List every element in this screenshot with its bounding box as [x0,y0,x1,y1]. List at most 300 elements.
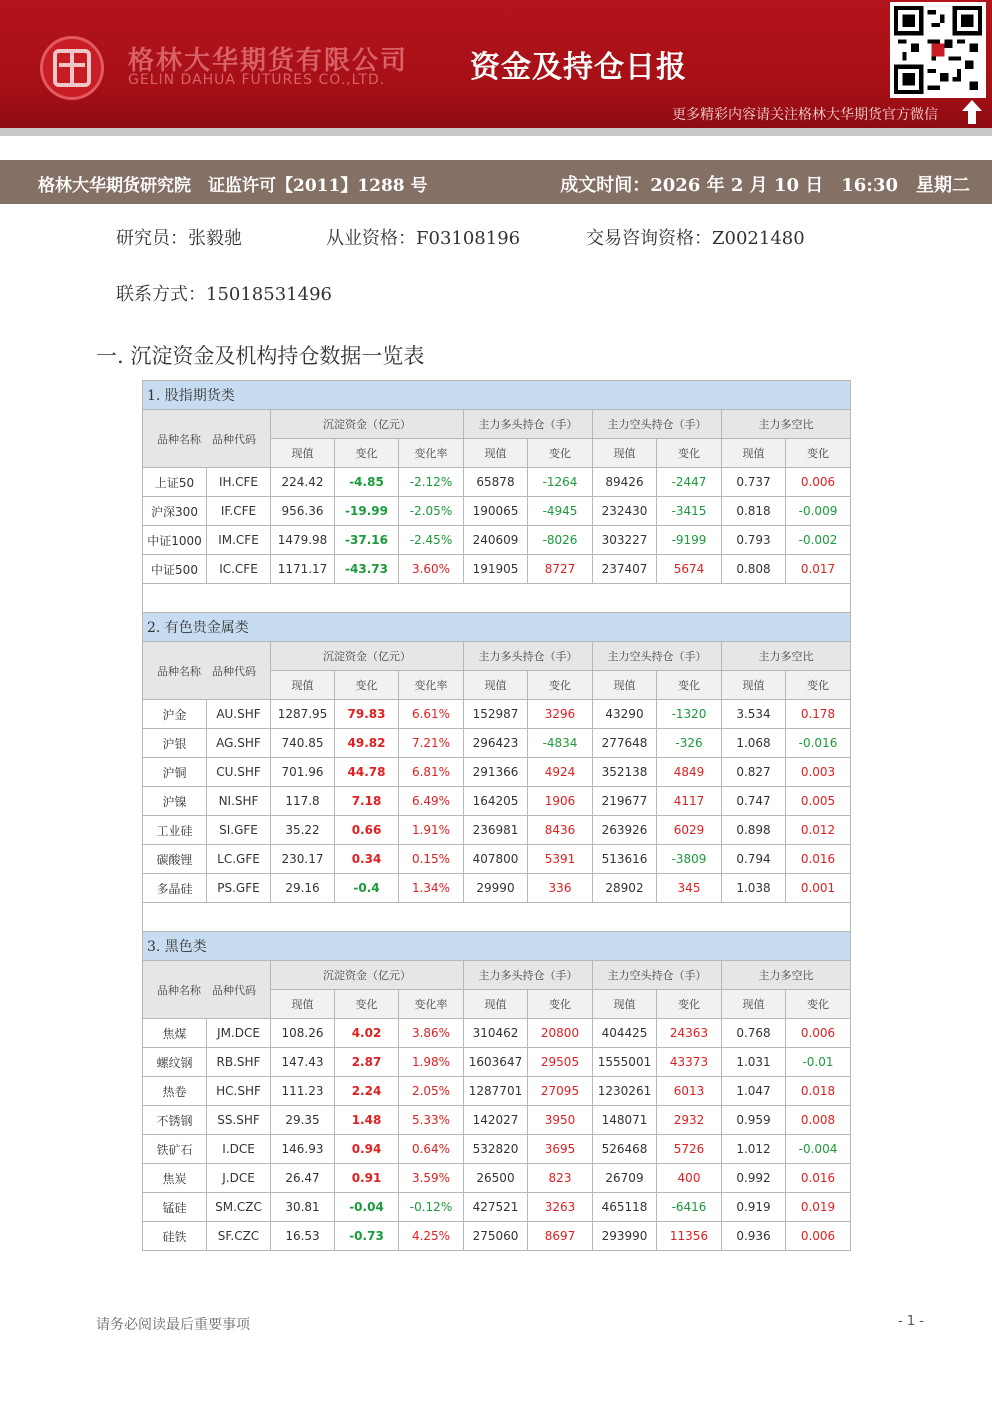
ratio-change: 0.008 [786,1106,851,1135]
code: I.DCE [207,1135,271,1164]
fund-value: 146.93 [271,1135,335,1164]
name: 沪镍 [143,787,207,816]
code: SS.SHF [207,1106,271,1135]
subheader-cur: 现值 [271,990,335,1019]
code: IM.CFE [207,526,271,555]
short-change: -326 [657,729,722,758]
fund-value: 230.17 [271,845,335,874]
subheader-cur: 现值 [271,439,335,468]
table-row [143,1048,851,1077]
category-title: 3. 黑色类 [143,932,851,961]
ratio-value: 0.818 [722,497,786,526]
ratio-value: 0.737 [722,468,786,497]
ratio-value: 0.747 [722,787,786,816]
long-change: -8026 [528,526,593,555]
table-row [143,1164,851,1193]
name: 热卷 [143,1077,207,1106]
long-value: 164205 [464,787,528,816]
short-change: 6013 [657,1077,722,1106]
subheader-chg: 变化 [786,671,851,700]
subheader-chg-rate: 变化率 [399,439,464,468]
fund-value: 111.23 [271,1077,335,1106]
category-spacer-row [143,903,851,932]
short-change: 6029 [657,816,722,845]
long-value: 1287701 [464,1077,528,1106]
subheader-chg: 变化 [335,671,399,700]
short-value: 26709 [593,1164,657,1193]
code: NI.SHF [207,787,271,816]
header-ratio: 主力多空比 [722,961,851,990]
fund-value: 35.22 [271,816,335,845]
header-name-code: 品种名称 品种代码 [143,410,271,468]
ratio-value: 1.012 [722,1135,786,1164]
table-row [143,497,851,526]
fund-change-rate: 6.49% [399,787,464,816]
category-title: 2. 有色贵金属类 [143,613,851,642]
name: 沪铜 [143,758,207,787]
positions-table-wrapper [142,380,850,1251]
name: 上证50 [143,468,207,497]
fund-change: -0.04 [335,1193,399,1222]
long-value: 190065 [464,497,528,526]
long-change: 5391 [528,845,593,874]
long-value: 532820 [464,1135,528,1164]
short-value: 526468 [593,1135,657,1164]
long-value: 291366 [464,758,528,787]
short-change: 24363 [657,1019,722,1048]
table-row [143,1193,851,1222]
fund-value: 29.16 [271,874,335,903]
ratio-change: 0.006 [786,1222,851,1251]
name: 铁矿石 [143,1135,207,1164]
table-row [143,1106,851,1135]
long-change: -1264 [528,468,593,497]
fund-change: 0.34 [335,845,399,874]
category-title-row [143,613,851,642]
fund-change-rate: -2.05% [399,497,464,526]
company-logo-icon [40,36,104,100]
footer-disclaimer-note: 请务必阅读最后重要事项 [96,1317,250,1333]
fund-change-rate: 2.05% [399,1077,464,1106]
ratio-change: -0.01 [786,1048,851,1077]
fund-change-rate: 3.60% [399,555,464,584]
ratio-change: 0.017 [786,555,851,584]
ratio-change: 0.016 [786,845,851,874]
ratio-value: 0.768 [722,1019,786,1048]
code: IH.CFE [207,468,271,497]
fund-change: 4.02 [335,1019,399,1048]
name: 中证1000 [143,526,207,555]
code: SF.CZC [207,1222,271,1251]
ratio-value: 0.919 [722,1193,786,1222]
fund-change: 44.78 [335,758,399,787]
name: 锰硅 [143,1193,207,1222]
fund-change-rate: 3.59% [399,1164,464,1193]
long-change: -4945 [528,497,593,526]
long-change: 3950 [528,1106,593,1135]
short-value: 277648 [593,729,657,758]
ratio-value: 0.959 [722,1106,786,1135]
category-title: 1. 股指期货类 [143,381,851,410]
name: 焦炭 [143,1164,207,1193]
ratio-change: 0.018 [786,1077,851,1106]
up-arrow-icon [962,100,982,124]
long-value: 26500 [464,1164,528,1193]
fund-change: 0.66 [335,816,399,845]
subheader-chg: 变化 [528,990,593,1019]
long-value: 236981 [464,816,528,845]
code: IC.CFE [207,555,271,584]
subheader-chg-rate: 变化率 [399,671,464,700]
ratio-change: 0.019 [786,1193,851,1222]
long-change: 3296 [528,700,593,729]
report-time: 成文时间：2026 年 2 月 10 日 16:30 星期二 [560,175,970,196]
category-title-row [143,381,851,410]
fund-value: 30.81 [271,1193,335,1222]
table-row [143,816,851,845]
long-value: 427521 [464,1193,528,1222]
fund-change: 2.87 [335,1048,399,1077]
table-row [143,758,851,787]
ratio-change: -0.016 [786,729,851,758]
long-change: 336 [528,874,593,903]
institute-license: 格林大华期货研究院 证监许可【2011】1288 号 [38,176,428,196]
page-number: - 1 - [898,1314,924,1329]
ratio-change: -0.009 [786,497,851,526]
short-change: 11356 [657,1222,722,1251]
fund-change-rate: -0.12% [399,1193,464,1222]
short-value: 263926 [593,816,657,845]
fund-change-rate: 1.98% [399,1048,464,1077]
table-row [143,1135,851,1164]
report-title: 资金及持仓日报 [470,50,687,85]
name: 不锈钢 [143,1106,207,1135]
fund-change-rate: 6.81% [399,758,464,787]
fund-change: -37.16 [335,526,399,555]
ratio-value: 1.038 [722,874,786,903]
table-header-row [143,961,851,990]
header-name-code: 品种名称 品种代码 [143,642,271,700]
ratio-value: 0.936 [722,1222,786,1251]
table-header-row [143,642,851,671]
long-change: 8727 [528,555,593,584]
header-long: 主力多头持仓（手） [464,642,593,671]
code: CU.SHF [207,758,271,787]
ratio-change: 0.003 [786,758,851,787]
section-heading: 一. 沉淀资金及机构持仓数据一览表 [96,344,425,368]
subheader-chg: 变化 [657,671,722,700]
ratio-value: 1.047 [722,1077,786,1106]
qr-code-icon [890,2,986,98]
short-value: 303227 [593,526,657,555]
fund-change: 7.18 [335,787,399,816]
banner-divider [0,128,992,136]
long-change: 29505 [528,1048,593,1077]
fund-change-rate: 5.33% [399,1106,464,1135]
fund-change: 49.82 [335,729,399,758]
positions-table [142,380,851,1251]
fund-change: -0.4 [335,874,399,903]
code: LC.GFE [207,845,271,874]
subheader-chg: 变化 [657,439,722,468]
subheader-cur: 现值 [464,439,528,468]
fund-change-rate: 4.25% [399,1222,464,1251]
header-long: 主力多头持仓（手） [464,961,593,990]
long-change: 20800 [528,1019,593,1048]
table-row [143,555,851,584]
header-long: 主力多头持仓（手） [464,410,593,439]
fund-change: 1.48 [335,1106,399,1135]
long-value: 310462 [464,1019,528,1048]
name: 沪金 [143,700,207,729]
long-value: 275060 [464,1222,528,1251]
header-fund: 沉淀资金（亿元） [271,961,464,990]
fund-value: 108.26 [271,1019,335,1048]
long-change: -4834 [528,729,593,758]
short-value: 1555001 [593,1048,657,1077]
consult-qualification: 交易咨询资格：Z0021480 [586,228,805,249]
long-change: 823 [528,1164,593,1193]
spacer-cell [143,584,851,613]
fund-change-rate: 3.86% [399,1019,464,1048]
fund-value: 740.85 [271,729,335,758]
table-row [143,874,851,903]
fund-change: 79.83 [335,700,399,729]
header-short: 主力空头持仓（手） [593,642,722,671]
short-change: -3415 [657,497,722,526]
short-change: 4849 [657,758,722,787]
short-change: 5726 [657,1135,722,1164]
category-spacer-row [143,584,851,613]
fund-change: -19.99 [335,497,399,526]
subheader-cur: 现值 [271,671,335,700]
fund-change-rate: 0.15% [399,845,464,874]
ratio-change: 0.006 [786,1019,851,1048]
short-value: 513616 [593,845,657,874]
code: AG.SHF [207,729,271,758]
fund-change-rate: 6.61% [399,700,464,729]
table-row [143,1019,851,1048]
fund-change: 2.24 [335,1077,399,1106]
short-value: 43290 [593,700,657,729]
fund-change-rate: 1.34% [399,874,464,903]
long-change: 8436 [528,816,593,845]
subheader-cur: 现值 [593,990,657,1019]
short-value: 89426 [593,468,657,497]
short-change: 4117 [657,787,722,816]
ratio-value: 1.031 [722,1048,786,1077]
name: 工业硅 [143,816,207,845]
ratio-value: 1.068 [722,729,786,758]
long-change: 3263 [528,1193,593,1222]
short-change: -9199 [657,526,722,555]
fund-value: 26.47 [271,1164,335,1193]
subheader-chg: 变化 [528,671,593,700]
table-row [143,787,851,816]
long-value: 407800 [464,845,528,874]
code: J.DCE [207,1164,271,1193]
researcher: 研究员：张毅驰 [116,228,242,249]
fund-value: 147.43 [271,1048,335,1077]
subheader-chg: 变化 [786,990,851,1019]
table-header-row [143,410,851,439]
ratio-change: 0.012 [786,816,851,845]
header-fund: 沉淀资金（亿元） [271,410,464,439]
long-value: 29990 [464,874,528,903]
company-name-cn: 格林大华期货有限公司 [128,46,409,76]
subheader-cur: 现值 [722,439,786,468]
header-name-code: 品种名称 品种代码 [143,961,271,1019]
ratio-change: -0.004 [786,1135,851,1164]
short-value: 219677 [593,787,657,816]
subheader-cur: 现值 [464,671,528,700]
table-row [143,526,851,555]
long-change: 4924 [528,758,593,787]
header-short: 主力空头持仓（手） [593,961,722,990]
short-value: 404425 [593,1019,657,1048]
name: 碳酸锂 [143,845,207,874]
ratio-value: 3.534 [722,700,786,729]
table-row [143,1222,851,1251]
short-value: 1230261 [593,1077,657,1106]
name: 焦煤 [143,1019,207,1048]
short-value: 28902 [593,874,657,903]
short-change: 2932 [657,1106,722,1135]
long-change: 1906 [528,787,593,816]
ratio-value: 0.898 [722,816,786,845]
ratio-change: 0.016 [786,1164,851,1193]
fund-change: -4.85 [335,468,399,497]
subheader-chg: 变化 [335,439,399,468]
ratio-change: 0.006 [786,468,851,497]
long-value: 296423 [464,729,528,758]
fund-value: 224.42 [271,468,335,497]
name: 中证500 [143,555,207,584]
code: HC.SHF [207,1077,271,1106]
fund-value: 1171.17 [271,555,335,584]
ratio-value: 0.992 [722,1164,786,1193]
header-short: 主力空头持仓（手） [593,410,722,439]
subheader-chg: 变化 [528,439,593,468]
long-value: 1603647 [464,1048,528,1077]
fund-value: 29.35 [271,1106,335,1135]
long-value: 142027 [464,1106,528,1135]
long-value: 240609 [464,526,528,555]
code: AU.SHF [207,700,271,729]
name: 螺纹钢 [143,1048,207,1077]
short-change: 400 [657,1164,722,1193]
fund-change: 0.94 [335,1135,399,1164]
ratio-value: 0.827 [722,758,786,787]
fund-change: 0.91 [335,1164,399,1193]
short-change: -2447 [657,468,722,497]
fund-value: 117.8 [271,787,335,816]
code: SM.CZC [207,1193,271,1222]
subheader-cur: 现值 [593,439,657,468]
table-row [143,1077,851,1106]
long-change: 3695 [528,1135,593,1164]
long-value: 65878 [464,468,528,497]
ratio-value: 0.793 [722,526,786,555]
fund-value: 1287.95 [271,700,335,729]
spacer-cell [143,903,851,932]
short-change: 43373 [657,1048,722,1077]
name: 沪深300 [143,497,207,526]
short-change: 5674 [657,555,722,584]
table-row [143,468,851,497]
long-change: 8697 [528,1222,593,1251]
wechat-follow-note: 更多精彩内容请关注格林大华期货官方微信 [672,107,938,123]
table-row [143,845,851,874]
company-name-en: GELIN DAHUA FUTURES CO.,LTD. [128,72,386,88]
code: PS.GFE [207,874,271,903]
table-row [143,729,851,758]
name: 多晶硅 [143,874,207,903]
subheader-cur: 现值 [464,990,528,1019]
fund-change-rate: 1.91% [399,816,464,845]
fund-change-rate: -2.45% [399,526,464,555]
ratio-change: 0.005 [786,787,851,816]
fund-change-rate: -2.12% [399,468,464,497]
name: 硅铁 [143,1222,207,1251]
practice-qualification: 从业资格：F03108196 [326,228,521,249]
ratio-change: -0.002 [786,526,851,555]
subheader-cur: 现值 [722,671,786,700]
fund-value: 1479.98 [271,526,335,555]
short-value: 232430 [593,497,657,526]
short-change: 345 [657,874,722,903]
ratio-value: 0.794 [722,845,786,874]
contact-info: 联系方式：15018531496 [116,284,332,305]
name: 沪银 [143,729,207,758]
ratio-value: 0.808 [722,555,786,584]
long-change: 27095 [528,1077,593,1106]
header-ratio: 主力多空比 [722,642,851,671]
info-bar [0,160,992,204]
short-change: -6416 [657,1193,722,1222]
category-title-row [143,932,851,961]
subheader-chg: 变化 [335,990,399,1019]
short-change: -1320 [657,700,722,729]
short-value: 352138 [593,758,657,787]
short-value: 465118 [593,1193,657,1222]
long-value: 191905 [464,555,528,584]
code: JM.DCE [207,1019,271,1048]
long-value: 152987 [464,700,528,729]
subheader-chg-rate: 变化率 [399,990,464,1019]
subheader-chg: 变化 [786,439,851,468]
header-fund: 沉淀资金（亿元） [271,642,464,671]
fund-value: 956.36 [271,497,335,526]
table-row [143,700,851,729]
ratio-change: 0.178 [786,700,851,729]
subheader-chg: 变化 [657,990,722,1019]
fund-value: 16.53 [271,1222,335,1251]
short-change: -3809 [657,845,722,874]
fund-change: -43.73 [335,555,399,584]
fund-change: -0.73 [335,1222,399,1251]
code: RB.SHF [207,1048,271,1077]
code: SI.GFE [207,816,271,845]
ratio-change: 0.001 [786,874,851,903]
subheader-cur: 现值 [593,671,657,700]
short-value: 237407 [593,555,657,584]
short-value: 148071 [593,1106,657,1135]
fund-value: 701.96 [271,758,335,787]
code: IF.CFE [207,497,271,526]
header-banner [0,0,992,128]
fund-change-rate: 0.64% [399,1135,464,1164]
